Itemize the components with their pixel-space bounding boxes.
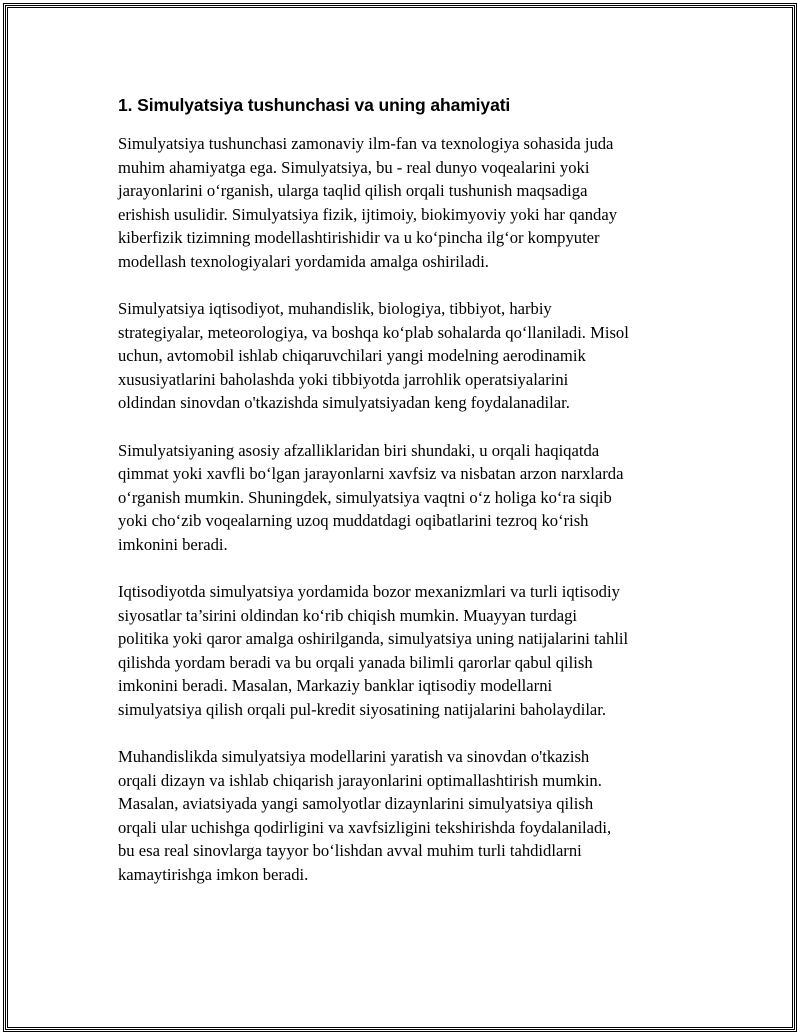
paragraph-5 (118, 745, 686, 887)
text-line: Simulyatsiyaning asosiy afzalliklaridan biri shundaki, u orqali haqiqatda (118, 440, 600, 460)
paragraph-1 (118, 132, 686, 274)
document-body (118, 92, 686, 910)
text-line: o‘rganish mumkin. Shuningdek, simulyatsiya vaqtni o‘z holiga ko‘ra siqib (118, 487, 612, 507)
text-line: erishish usulidir. Simulyatsiya fizik, ijtimoiy, biokimyoviy yoki har qanday (118, 204, 618, 224)
text-line: Simulyatsiya iqtisodiyot, muhandislik, biologiya, tibbiyot, harbiy (118, 299, 552, 319)
text-line: modellash texnologiyalari yordamida amalga oshiriladi. (118, 251, 489, 271)
text-line: Muhandislikda simulyatsiya modellarini yaratish va sinovdan o'tkazish (118, 747, 590, 767)
text-line: imkonini beradi. Masalan, Markaziy banklar iqtisodiy modellarni (118, 676, 553, 696)
text-line: Iqtisodiyotda simulyatsiya yordamida bozor mexanizmlari va turli iqtisodiy (118, 582, 620, 601)
text-line: jarayonlarini o‘rganish, ularga taqlid qilish orqali tushunish maqsadiga (118, 181, 588, 201)
paragraph-4 (118, 580, 686, 722)
text-line: muhim ahamiyatga ega. Simulyatsiya, bu - real dunyo voqealarini yoki (118, 157, 590, 177)
text-line: xususiyatlarini baholashda yoki tibbiyotda jarrohlik operatsiyalarini (118, 369, 569, 389)
text-line: uchun, avtomobil ishlab chiqaruvchilari yangi modelning aerodinamik (118, 346, 586, 366)
text-line: kiberfizik tizimning modellashtirishidir va u ko‘pincha ilg‘or kompyuter (118, 228, 600, 248)
text-line: strategiyalar, meteorologiya, va boshqa ko‘plab sohalarda qo‘llaniladi. Misol (118, 322, 629, 342)
text-line: Simulyatsiya tushunchasi zamonaviy ilm-fan va texnologiya sohasida juda (118, 134, 614, 153)
text-line: kamaytirishga imkon beradi. (118, 865, 309, 885)
text-line: orqali ular uchishga qodirligini va xavfsizligini tekshirishda foydalaniladi, (118, 817, 612, 837)
paragraph-3 (118, 439, 686, 557)
text-line: qimmat yoki xavfli bo‘lgan jarayonlarni xavfsiz va nisbatan arzon narxlarda (118, 464, 624, 484)
text-line: imkonini beradi. (118, 534, 228, 554)
text-line: simulyatsiya qilish orqali pul-kredit siyosatining natijalarini baholaydilar. (118, 699, 607, 719)
text-line: yoki cho‘zib voqealarning uzoq muddatdagi oqibatlarini tezroq ko‘rish (118, 511, 589, 531)
section-heading: 1. Simulyatsiya tushunchasi va uning ahamiyati (118, 95, 511, 115)
text-line: bu esa real sinovlarga tayyor bo‘lishdan avval muhim turli tahdidlarni (118, 841, 582, 861)
text-line: oldindan sinovdan o'tkazishda simulyatsiyadan keng foydalanadilar. (118, 393, 570, 413)
text-line: qilishda yordam beradi va bu orqali yanada bilimli qarorlar qabul qilish (118, 652, 593, 672)
text-line: Masalan, aviatsiyada yangi samolyotlar dizaynlarini simulyatsiya qilish (118, 794, 594, 814)
text-line: siyosatlar ta’sirini oldindan ko‘rib chiqish mumkin. Muayyan turdagi (118, 605, 578, 625)
paragraph-2 (118, 297, 686, 415)
text-line: orqali dizayn va ishlab chiqarish jarayonlarini optimallashtirish mumkin. (118, 770, 602, 790)
text-line: politika yoki qaror amalga oshirilganda, simulyatsiya uning natijalarini tahlil (118, 629, 629, 649)
